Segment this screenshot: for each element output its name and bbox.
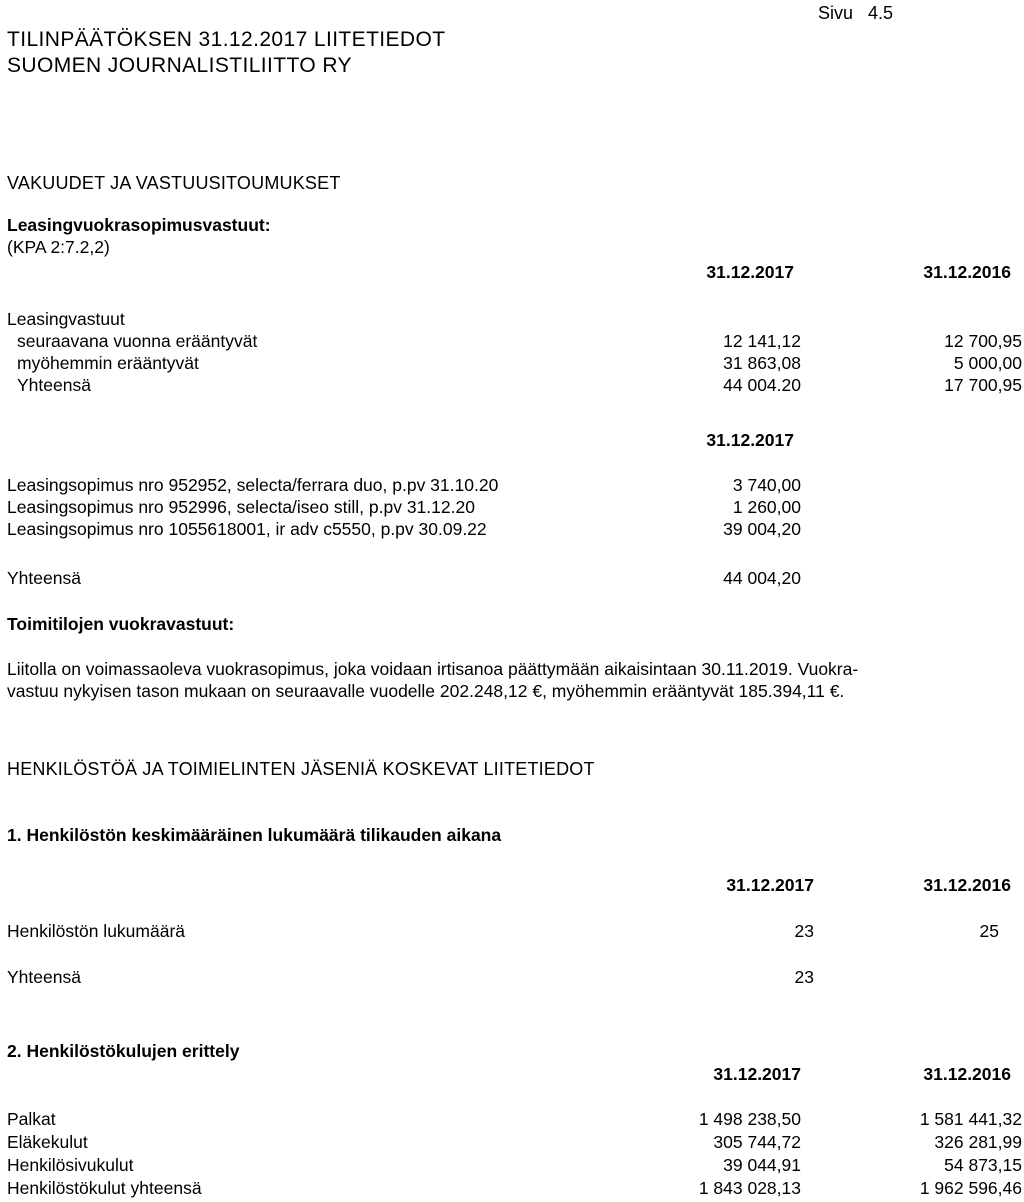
headcount-2017: 23	[794, 921, 814, 941]
costs-title: 2. Henkilöstökulujen erittely	[7, 1041, 240, 1061]
rent-text-line: Liitolla on voimassaoleva vuokrasopimus, joka voidaan irtisanoa päättymään aikaisintaan 30.11.2019. Vuokra-	[7, 659, 859, 679]
rent-text-line: vastuu nykyisen tason mukaan on seuraavalle vuodelle 202.248,12 €, myöhemmin erääntyvät 185.394,11 €.	[7, 681, 845, 701]
cost-total-2017: 1 843 028,13	[698, 1178, 801, 1198]
cost-value-2016: 1 581 441,32	[919, 1109, 1022, 1129]
cost-value-2017: 1 498 238,50	[698, 1109, 801, 1129]
rent-title: Toimitilojen vuokravastuut:	[7, 614, 235, 634]
leasing-reference: (KPA 2:7.2,2)	[7, 237, 110, 257]
contracts-total-value: 44 004,20	[723, 568, 801, 588]
headcount-title: 1. Henkilöstön keskimääräinen lukumäärä tilikauden aikana	[7, 825, 502, 845]
row-value-2017: 31 863,08	[723, 353, 801, 373]
row-value-2017: 44 004.20	[723, 375, 801, 395]
contracts-total-label: Yhteensä	[7, 568, 81, 588]
headcount-total-label: Yhteensä	[7, 967, 81, 987]
cost-value-2017: 39 044,91	[723, 1155, 801, 1175]
organization-name: SUOMEN JOURNALISTILIITTO RY	[7, 54, 352, 77]
row-label: myöhemmin erääntyvät	[17, 353, 199, 373]
page-number: 4.5	[868, 3, 894, 23]
row-label: seuraavana vuonna erääntyvät	[17, 331, 258, 351]
costs-column-header-2017: 31.12.2017	[713, 1064, 801, 1084]
costs-column-header-2016: 31.12.2016	[923, 1064, 1011, 1084]
cost-value-2016: 326 281,99	[934, 1132, 1022, 1152]
section-heading-personnel: HENKILÖSTÖÄ JA TOIMIELINTEN JÄSENIÄ KOSKEVAT LIITETIEDOT	[7, 759, 595, 779]
cost-total-label: Henkilöstökulut yhteensä	[7, 1178, 202, 1198]
cost-total-2016: 1 962 596,46	[919, 1178, 1022, 1198]
column-header-2017: 31.12.2017	[726, 875, 814, 895]
row-value-2016: 17 700,95	[944, 375, 1022, 395]
column-header-2016: 31.12.2016	[923, 875, 1011, 895]
section-heading-collateral: VAKUUDET JA VASTUUSITOUMUKSET	[7, 173, 341, 193]
headcount-2016: 25	[979, 921, 999, 941]
contract-label: Leasingsopimus nro 1055618001, ir adv c5550, p.pv 30.09.22	[7, 519, 487, 539]
page-label: Sivu	[818, 3, 854, 23]
leasing-title: Leasingvuokrasopimusvastuut:	[7, 215, 271, 235]
row-label: Yhteensä	[17, 375, 91, 395]
contracts-column-header: 31.12.2017	[706, 430, 794, 450]
row-value-2016: 5 000,00	[953, 353, 1022, 373]
headcount-label: Henkilöstön lukumäärä	[7, 921, 186, 941]
column-header-2017: 31.12.2017	[706, 262, 794, 282]
cost-label: Palkat	[7, 1109, 56, 1129]
contract-label: Leasingsopimus nro 952996, selecta/iseo still, p.pv 31.12.20	[7, 497, 475, 517]
contract-value: 1 260,00	[732, 497, 801, 517]
row-value-2016: 12 700,95	[944, 331, 1022, 351]
headcount-total-2017: 23	[794, 967, 814, 987]
cost-value-2017: 305 744,72	[713, 1132, 801, 1152]
cost-label: Henkilösivukulut	[7, 1155, 134, 1175]
row-value-2017: 12 141,12	[723, 331, 801, 351]
cost-value-2016: 54 873,15	[944, 1155, 1022, 1175]
cost-label: Eläkekulut	[7, 1132, 88, 1152]
leasing-group-label: Leasingvastuut	[7, 309, 125, 329]
contract-value: 39 004,20	[723, 519, 801, 539]
document-title: TILINPÄÄTÖKSEN 31.12.2017 LIITETIEDOT	[7, 28, 446, 51]
contract-label: Leasingsopimus nro 952952, selecta/ferrara duo, p.pv 31.10.20	[7, 475, 499, 495]
contract-value: 3 740,00	[732, 475, 801, 495]
column-header-2016: 31.12.2016	[923, 262, 1011, 282]
